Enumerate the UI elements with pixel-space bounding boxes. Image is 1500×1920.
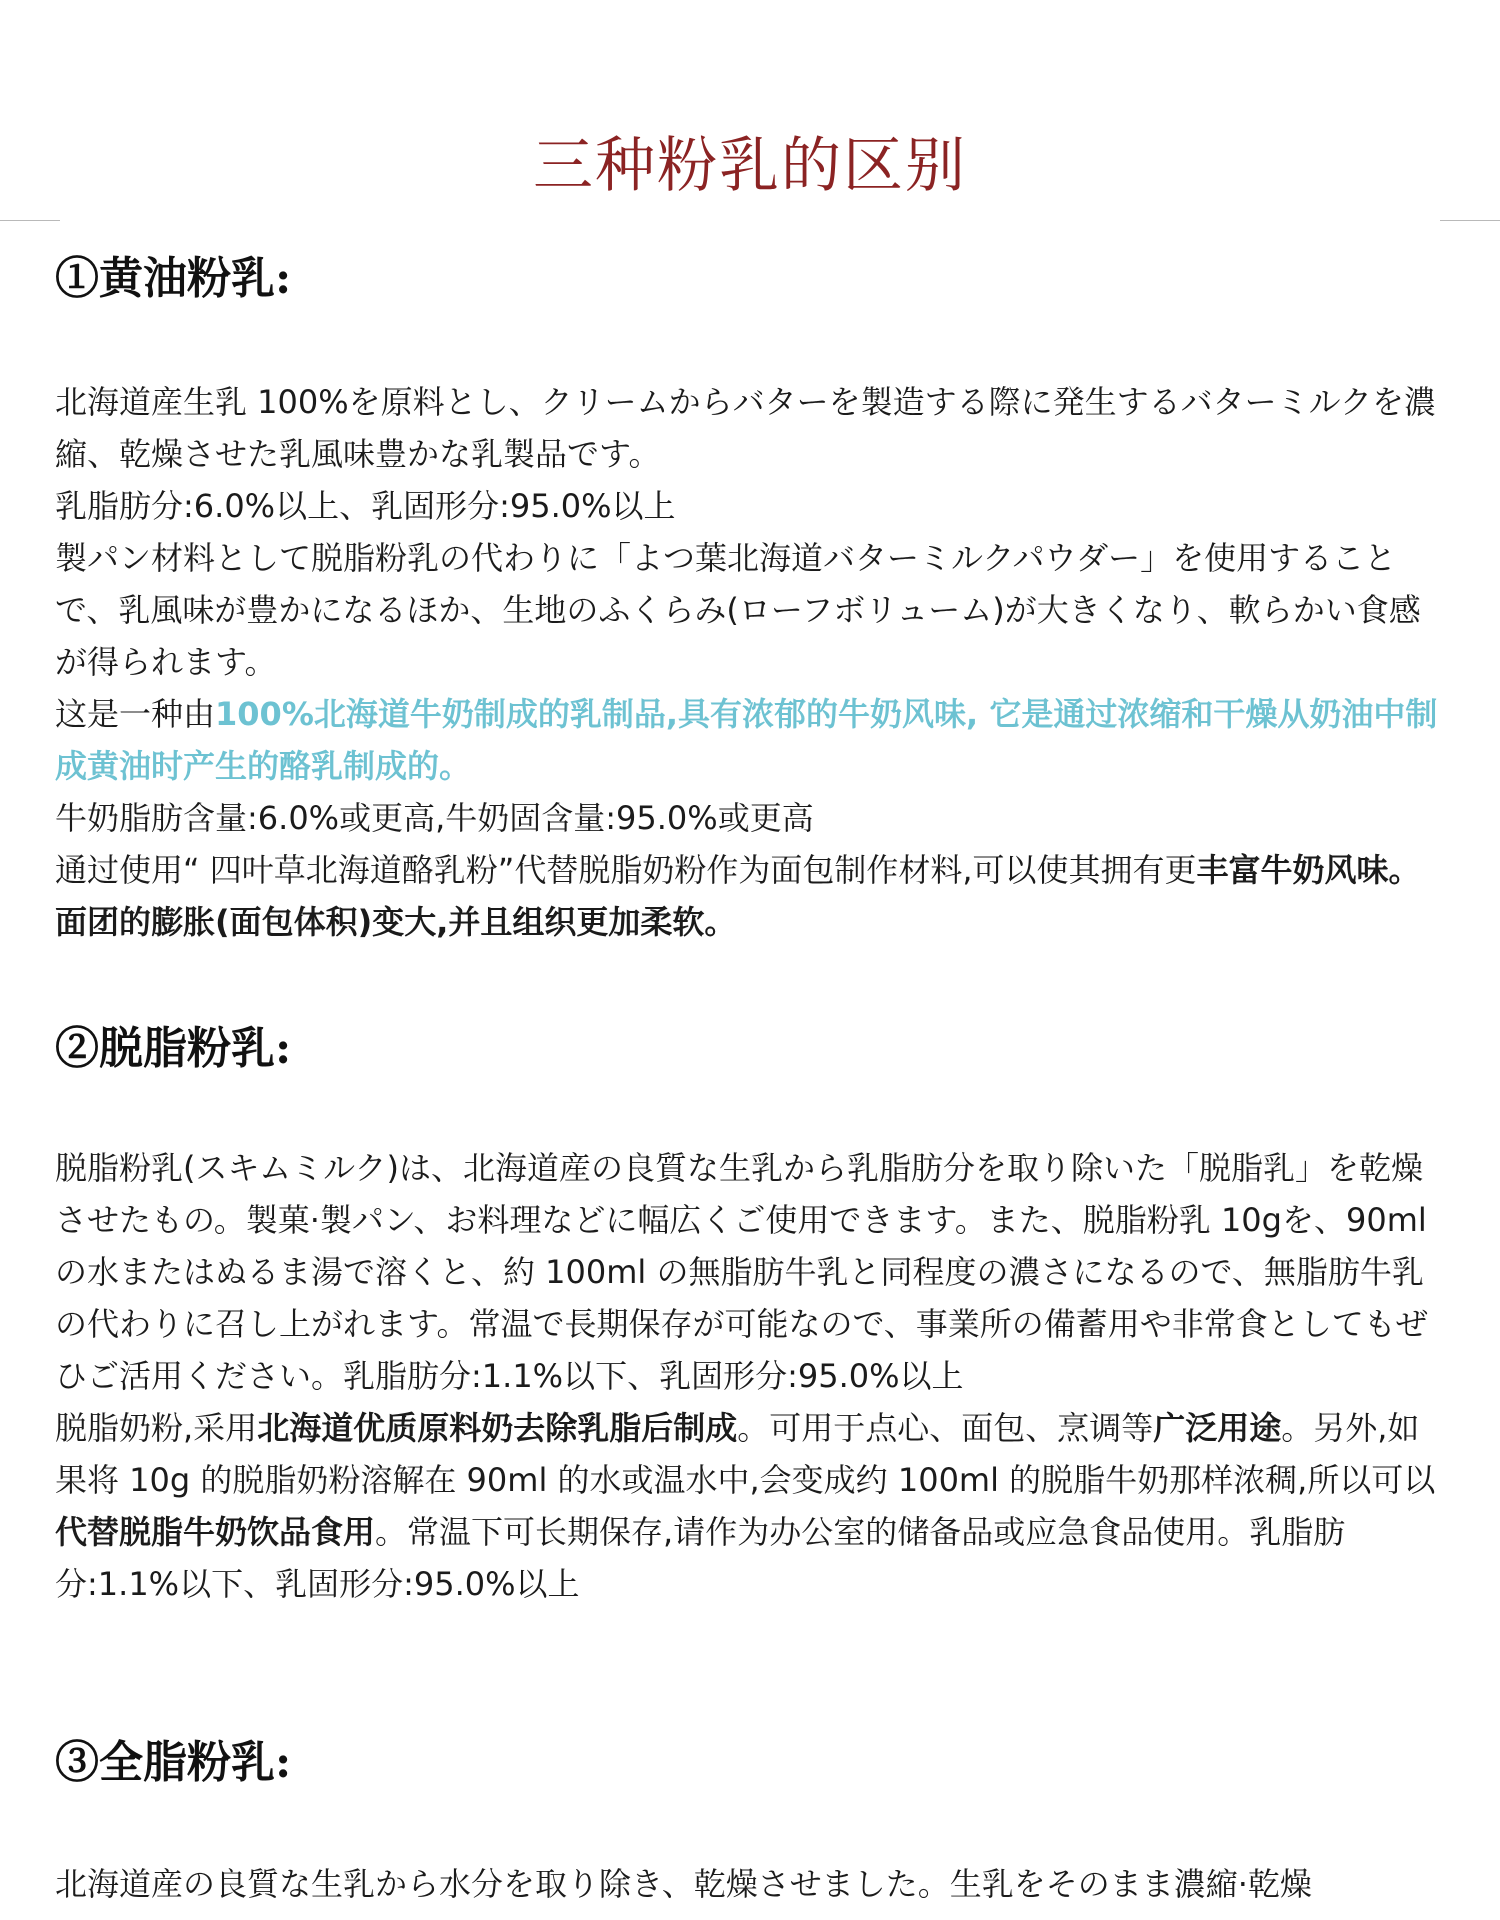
left-divider xyxy=(0,220,60,221)
cn-skim-g: 。常温下可长期保存,请作为办公室的储备品或应急食品使用。乳脂肪分:1.1%以下、乳固形分:95.0%以上 xyxy=(55,1513,1346,1603)
cn-description-prefix: 这是一种由 xyxy=(55,695,216,733)
cn-skim-e: 。另外,如果将 10g 的脱脂奶粉溶解在 90ml 的水或温水中,会变成约 100ml 的脱脂牛奶那样浓稠,所以可以 xyxy=(55,1409,1436,1499)
paragraph-cn-skim xyxy=(55,1402,1445,1610)
section-body-whole-milk xyxy=(55,1858,1445,1910)
paragraph-jp-usage: 製パン材料として脱脂粉乳の代わりに「よつ葉北海道バターミルクパウダー」を使用することで、乳風味が豊かになるほか、生地のふくらみ(ローフボリューム)が大きくなり、軟らかい食感が得られます。 xyxy=(55,539,1421,681)
section-heading-butter-milk: ①黄油粉乳: xyxy=(55,253,292,304)
section-heading-whole-milk: ③全脂粉乳: xyxy=(55,1737,292,1788)
paragraph-jp-whole: 北海道産の良質な生乳から水分を取り除き、乾燥させました。生乳をそのまま濃縮·乾燥 xyxy=(55,1865,1312,1903)
cn-usage-bold: 丰富牛奶风味。面团的膨胀(面包体积)变大,并且组织更加柔软。 xyxy=(55,851,1421,941)
paragraph-jp-skim: 脱脂粉乳(スキムミルク)は、北海道産の良質な生乳から乳脂肪分を取り除いた「脱脂乳」を乾燥させたもの。製菓·製パン、お料理などに幅広くご使用できます。また、脱脂粉乳 10gを、90ml の水またはぬるま湯で溶くと、約 100ml の無脂肪牛乳と同程度の濃さになるので、無脂肪牛乳の代わりに召し上がれます。常温で長期保存が可能なので、事業所の備蓄用や非常食としてもぜひご活用ください。乳脂肪分:1.1%以下、乳固形分:95.0%以上 xyxy=(55,1149,1428,1395)
cn-usage-prefix: 通过使用“ 四叶草北海道酪乳粉”代替脱脂奶粉作为面包制作材料,可以使其拥有更 xyxy=(55,851,1197,889)
section-body-skim-milk xyxy=(55,1142,1445,1610)
paragraph-jp-composition: 乳脂肪分:6.0%以上、乳固形分:95.0%以上 xyxy=(55,487,676,525)
cn-skim-c: 。可用于点心、面包、烹调等 xyxy=(737,1409,1154,1447)
cn-skim-d: 广泛用途 xyxy=(1153,1409,1282,1447)
section-heading-skim-milk: ②脱脂粉乳: xyxy=(55,1023,292,1074)
paragraph-cn-description xyxy=(55,688,1445,792)
right-divider xyxy=(1440,220,1500,221)
paragraph-jp-description: 北海道産生乳 100%を原料とし、クリームからバターを製造する際に発生するバターミルクを濃縮、乾燥させた乳風味豊かな乳製品です。 xyxy=(55,383,1437,473)
paragraph-cn-composition: 牛奶脂肪含量:6.0%或更高,牛奶固含量:95.0%或更高 xyxy=(55,799,814,837)
cn-description-highlight: 100%北海道牛奶制成的乳制品,具有浓郁的牛奶风味, 它是通过浓缩和干燥从奶油中制成黄油时产生的酪乳制成的。 xyxy=(55,695,1438,785)
cn-skim-f: 代替脱脂牛奶饮品食用 xyxy=(55,1513,376,1551)
page-title: 三种粉乳的区别 xyxy=(533,131,967,201)
section-body-butter-milk xyxy=(55,376,1445,948)
cn-skim-b: 北海道优质原料奶去除乳脂后制成 xyxy=(257,1409,738,1447)
cn-skim-a: 脱脂奶粉,采用 xyxy=(55,1409,258,1447)
paragraph-cn-usage xyxy=(55,844,1445,948)
